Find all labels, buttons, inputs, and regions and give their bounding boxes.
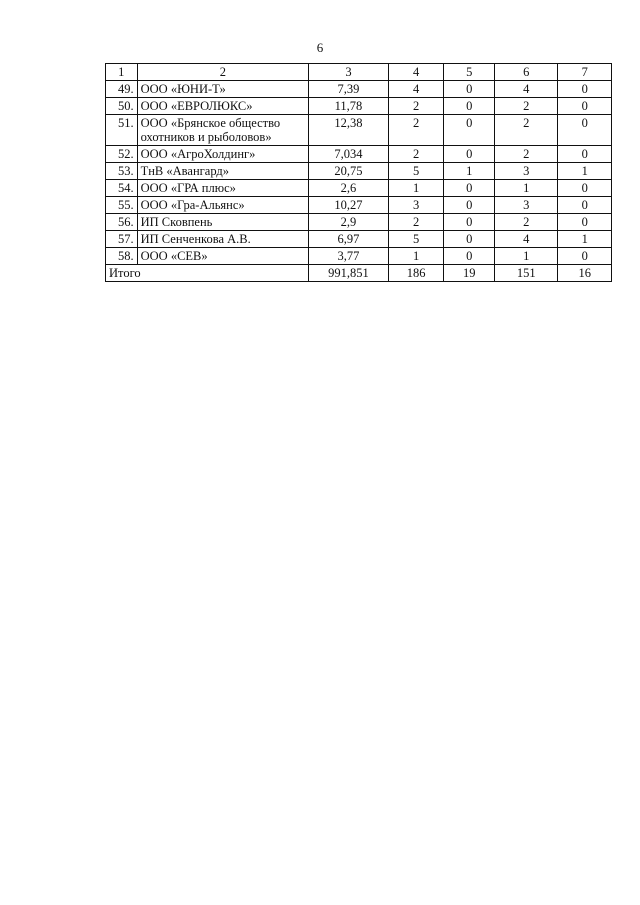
value-cell: 1 — [388, 180, 444, 197]
value-cell: 2,6 — [309, 180, 389, 197]
value-cell: 2 — [388, 98, 444, 115]
value-cell: 0 — [444, 180, 495, 197]
total-label-cell: Итого — [106, 265, 309, 282]
value-cell: 0 — [558, 214, 612, 231]
organization-name-cell: ООО «Брянское общество охотников и рыболовов» — [137, 115, 309, 146]
organization-name-cell: ООО «АгроХолдинг» — [137, 146, 309, 163]
value-cell: 4 — [495, 231, 558, 248]
value-cell: 2 — [495, 146, 558, 163]
header-cell: 2 — [137, 64, 309, 81]
row-number-cell: 54. — [106, 180, 138, 197]
table-row — [106, 197, 612, 214]
value-cell: 1 — [495, 248, 558, 265]
value-cell: 2 — [388, 115, 444, 146]
value-cell: 3 — [495, 163, 558, 180]
value-cell: 2 — [495, 214, 558, 231]
value-cell: 10,27 — [309, 197, 389, 214]
value-cell: 2,9 — [309, 214, 389, 231]
value-cell: 20,75 — [309, 163, 389, 180]
data-table — [105, 63, 612, 282]
row-number-cell: 49. — [106, 81, 138, 98]
value-cell: 0 — [558, 81, 612, 98]
organization-name-cell: ООО «Гра-Альянс» — [137, 197, 309, 214]
value-cell: 0 — [444, 146, 495, 163]
value-cell: 3,77 — [309, 248, 389, 265]
value-cell: 0 — [444, 81, 495, 98]
value-cell: 1 — [444, 163, 495, 180]
row-number-cell: 51. — [106, 115, 138, 146]
value-cell: 7,39 — [309, 81, 389, 98]
header-cell: 4 — [388, 64, 444, 81]
table-row — [106, 214, 612, 231]
value-cell: 2 — [495, 115, 558, 146]
table-row — [106, 180, 612, 197]
organization-name-cell: ИП Сковпень — [137, 214, 309, 231]
value-cell: 1 — [558, 163, 612, 180]
table-header-row — [106, 64, 612, 81]
row-number-cell: 56. — [106, 214, 138, 231]
value-cell: 1 — [495, 180, 558, 197]
row-number-cell: 58. — [106, 248, 138, 265]
value-cell: 0 — [558, 197, 612, 214]
value-cell: 0 — [444, 98, 495, 115]
value-cell: 0 — [558, 180, 612, 197]
value-cell: 2 — [495, 98, 558, 115]
organization-name-cell: ООО «ЮНИ-Т» — [137, 81, 309, 98]
value-cell: 1 — [388, 248, 444, 265]
total-value-cell: 186 — [388, 265, 444, 282]
value-cell: 0 — [558, 248, 612, 265]
value-cell: 6,97 — [309, 231, 389, 248]
organization-name-cell: ТнВ «Авангард» — [137, 163, 309, 180]
value-cell: 5 — [388, 163, 444, 180]
table-row — [106, 146, 612, 163]
organization-name-cell: ООО «ГРА плюс» — [137, 180, 309, 197]
row-number-cell: 50. — [106, 98, 138, 115]
value-cell: 5 — [388, 231, 444, 248]
value-cell: 0 — [558, 98, 612, 115]
value-cell: 4 — [495, 81, 558, 98]
table-row — [106, 81, 612, 98]
table-row — [106, 115, 612, 146]
value-cell: 2 — [388, 214, 444, 231]
row-number-cell: 52. — [106, 146, 138, 163]
table-row — [106, 163, 612, 180]
header-cell: 5 — [444, 64, 495, 81]
value-cell: 0 — [558, 115, 612, 146]
table-row — [106, 231, 612, 248]
table-row — [106, 248, 612, 265]
value-cell: 0 — [444, 248, 495, 265]
value-cell: 0 — [444, 197, 495, 214]
table-row — [106, 98, 612, 115]
value-cell: 3 — [388, 197, 444, 214]
organization-name-cell: ИП Сенченкова А.В. — [137, 231, 309, 248]
value-cell: 1 — [558, 231, 612, 248]
value-cell: 0 — [558, 146, 612, 163]
page-number: 6 — [316, 40, 324, 55]
header-cell: 3 — [309, 64, 389, 81]
value-cell: 7,034 — [309, 146, 389, 163]
value-cell: 3 — [495, 197, 558, 214]
total-value-cell: 16 — [558, 265, 612, 282]
value-cell: 0 — [444, 214, 495, 231]
organization-name-cell: ООО «ЕВРОЛЮКС» — [137, 98, 309, 115]
header-cell: 7 — [558, 64, 612, 81]
value-cell: 2 — [388, 146, 444, 163]
total-value-cell: 991,851 — [309, 265, 389, 282]
value-cell: 0 — [444, 231, 495, 248]
value-cell: 12,38 — [309, 115, 389, 146]
row-number-cell: 57. — [106, 231, 138, 248]
value-cell: 4 — [388, 81, 444, 98]
value-cell: 11,78 — [309, 98, 389, 115]
header-cell: 6 — [495, 64, 558, 81]
value-cell: 0 — [444, 115, 495, 146]
total-value-cell: 19 — [444, 265, 495, 282]
header-cell: 1 — [106, 64, 138, 81]
row-number-cell: 53. — [106, 163, 138, 180]
row-number-cell: 55. — [106, 197, 138, 214]
organization-name-cell: ООО «СЕВ» — [137, 248, 309, 265]
total-value-cell: 151 — [495, 265, 558, 282]
total-row — [106, 265, 612, 282]
